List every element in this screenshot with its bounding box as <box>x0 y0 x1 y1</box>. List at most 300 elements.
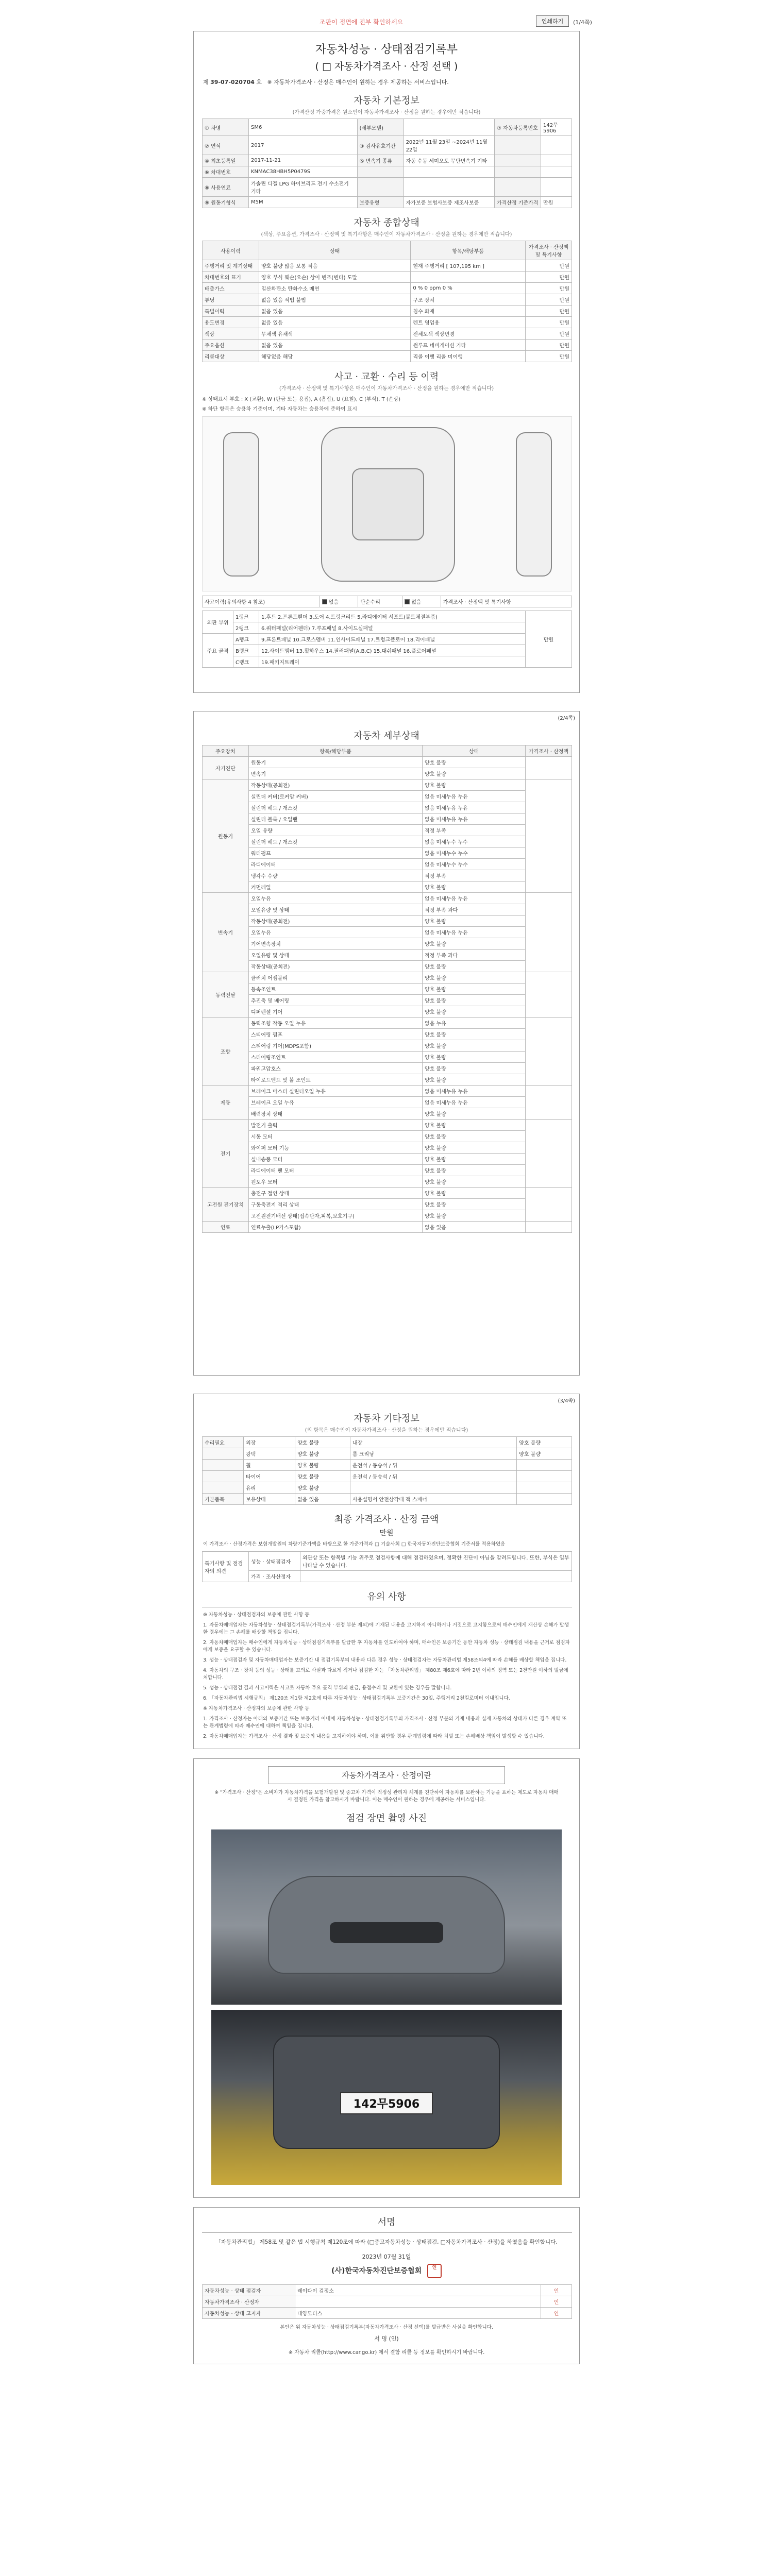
signer-role: 자동차성능 · 상태 고지자 <box>203 2308 295 2319</box>
accident-label: 사고이력(유의사항 4 참조) <box>203 596 320 607</box>
detail-row <box>203 972 572 984</box>
basic-key: ① 차명 <box>203 119 249 136</box>
note-paragraph: ※ 자동차성능 · 상태점검자의 보증에 관한 사항 등 <box>203 1612 310 1618</box>
record-page-1 <box>193 31 580 693</box>
other-info-section <box>193 1394 580 1749</box>
signer-seal: 인 <box>541 2296 572 2308</box>
other-row <box>203 1471 572 1482</box>
other-cell <box>203 1460 244 1471</box>
basic-key: ⑥ 차대번호 <box>203 166 249 178</box>
other-cell: 룸 크리닝 <box>350 1448 516 1460</box>
overall-header-cell: 상태 <box>259 241 411 260</box>
document-subtitle: ( □ 자동차가격조사 · 산정 선택 ) <box>315 61 458 72</box>
basic-key-2: 보증유형 <box>357 197 404 208</box>
basic-key-3 <box>494 155 541 166</box>
detail-part: 브레이크 오일 누유 <box>249 1097 423 1108</box>
document-title: 자동차성능 · 상태점검기록부 <box>315 43 458 56</box>
parts-rank-b: 12.사이드멤버 13.휠하우스 14.필러패널(A,B,C) 15.대쉬패널 16.플로어패널 <box>259 645 526 656</box>
detail-state: 없음 미세누수 누수 <box>423 859 526 870</box>
basic-info-title: 자동차 기본정보 <box>354 95 419 106</box>
document-number: 제 39-07-020704 호 ※ 자동차가격조사 · 산정은 매수인이 원하는 경우 제공하는 서비스입니다. <box>203 79 449 86</box>
overall-price: 만원 <box>526 351 572 362</box>
detail-row <box>203 1108 572 1120</box>
basic-value-3: 142무5906 <box>541 119 572 136</box>
other-cell: 양호 불량 <box>295 1471 350 1482</box>
basic-row <box>203 166 572 178</box>
detail-header-cell: 가격조사 · 산정액 <box>526 745 572 757</box>
detail-state: 적정 부족 과다 <box>423 950 526 961</box>
detail-state: 양호 불량 <box>423 995 526 1006</box>
overall-row <box>203 340 572 351</box>
other-cell <box>203 1471 244 1482</box>
detail-row <box>203 1188 572 1199</box>
detail-part: 원동기 <box>249 757 423 768</box>
detail-group: 전기 <box>203 1120 249 1188</box>
other-row <box>203 1448 572 1460</box>
detail-part: 고전원전기배선 상태(접속단자,피복,보호기구) <box>249 1210 423 1222</box>
detail-row <box>203 882 572 893</box>
rank-c: C랭크 <box>233 656 259 668</box>
detail-part: 발전기 출력 <box>249 1120 423 1131</box>
overall-price: 만원 <box>526 340 572 351</box>
detail-state: 양호 불량 <box>423 1074 526 1086</box>
detail-state: 양호 불량 <box>423 1040 526 1052</box>
inspector-role: 성능 · 상태점검자 <box>249 1552 300 1571</box>
detail-state: 없음 미세누유 누유 <box>423 893 526 904</box>
detail-price <box>526 1222 572 1233</box>
basic-row <box>203 197 572 208</box>
overall-parts: 렌트 영업용 <box>411 317 526 328</box>
other-info-sub: (외 항목은 매수인이 자동차가격조사 · 산정을 원하는 경우에만 적습니다) <box>305 1428 468 1433</box>
signer-row <box>203 2296 572 2308</box>
detail-row <box>203 1142 572 1154</box>
note-paragraph: 2. 자동차매매업자는 매수인에게 자동차성능 · 상태점검기록부를 발급한 후 자동차를 인도하여야 하며, 매수인은 보증기간 동안 자동차 성능 · 상태점검 내용을 근거로 점검자에게 보증을 요구할 수 있습니다. <box>203 1640 570 1653</box>
detail-state: 없음 미세누수 누수 <box>423 836 526 848</box>
detail-group: 제동 <box>203 1086 249 1120</box>
detail-part: 오일 유량 <box>249 825 423 836</box>
overall-parts: 썬루프 네비게이션 기타 <box>411 340 526 351</box>
accident-value: 없음 <box>320 596 358 607</box>
overall-state: 무채색 유채색 <box>259 328 411 340</box>
detail-row <box>203 1006 572 1018</box>
signature-title: 서명 <box>377 2217 396 2228</box>
detail-row <box>203 859 572 870</box>
appraiser-role: 가격 · 조사산정자 <box>249 1571 300 1582</box>
parts-rank-1: 1.후드 2.프론트휀더 3.도어 4.트렁크리드 5.라디에이터 서포트(볼트체결부품) <box>259 611 526 622</box>
signer-role: 자동차가격조사 · 산정자 <box>203 2296 295 2308</box>
detail-part: 디퍼렌셜 기어 <box>249 1006 423 1018</box>
detail-part: 시동 모터 <box>249 1131 423 1142</box>
detail-part: 오일유량 및 상태 <box>249 950 423 961</box>
signer-seal: 인 <box>541 2285 572 2296</box>
signer-name: 대양모터스 <box>295 2308 541 2319</box>
detail-part: 라디에이터 <box>249 859 423 870</box>
detail-part: 실린더 헤드 / 개스킷 <box>249 836 423 848</box>
accident-price-label: 가격조사 · 산정액 및 특기사항 <box>441 596 572 607</box>
detail-state: 없음 미세누유 누유 <box>423 802 526 814</box>
overall-status-sub: (색상, 주요옵션, 가격조사 · 산정액 및 특기사항은 매수인이 자동차가격조사 · 산정을 원하는 경우에만 적습니다) <box>261 232 512 238</box>
signer-name: 레이다이 검정소 <box>295 2285 541 2296</box>
detail-row <box>203 814 572 825</box>
detail-state: 양호 불량 <box>423 1210 526 1222</box>
detail-row <box>203 950 572 961</box>
page-3-indicator: (3/4쪽) <box>558 1398 575 1404</box>
overall-item: 용도변경 <box>203 317 259 328</box>
service-body: ※ "가격조사 · 산정"은 소비자가 자동차가격을 보험개발원 및 중고차 가격이 적정성 관리자 체계를 진단하여 자동차를 보완하는 기능을 표하는 제도로 자동차 매매 시 결정된 가격을 참고하시기 바랍니다. 이는 매수인이 원하는 경우에 제공하는 서비스입니다. <box>214 1790 559 1803</box>
overall-parts: 0 % 0 ppm 0 % <box>411 283 526 294</box>
note-paragraph: 1. 가격조사 · 산정자는 아래의 보증기간 또는 보증거리 이내에 자동차성능 · 상태점검기록부의 가격조사 · 산정 부분의 기재 내용과 실제 자동차의 상태가 다른 경우 계약 또는 관계법령에 따라 매수인에 대하여 책임을 집니다. <box>203 1716 567 1729</box>
detail-part: 실린더 블록 / 오일팬 <box>249 814 423 825</box>
detail-part: 작동상태(공회전) <box>249 916 423 927</box>
detail-row <box>203 927 572 938</box>
detail-state: 없음 누유 <box>423 1018 526 1029</box>
detail-row <box>203 757 572 768</box>
detail-row <box>203 825 572 836</box>
other-cell: 양호 불량 <box>295 1460 350 1471</box>
detail-state: 양호 불량 <box>423 1131 526 1142</box>
overall-item: 색상 <box>203 328 259 340</box>
overall-price: 만원 <box>526 283 572 294</box>
rank-a: A랭크 <box>233 634 259 645</box>
other-row <box>203 1437 572 1448</box>
detail-status-title: 자동차 세부상태 <box>354 731 419 741</box>
overall-parts <box>411 272 526 283</box>
note-paragraph: 4. 자동차의 구조 · 장치 등의 성능 · 상태를 고의로 사실과 다르게 적거나 점검한 자는 「자동차관리법」 제80조 제6호에 따라 2년 이하의 징역 또는 2천만원 이하의 벌금에 처합니다. <box>203 1668 568 1681</box>
basic-key-2: ⑤ 변속기 종류 <box>357 155 404 166</box>
detail-state: 적정 부족 과다 <box>423 904 526 916</box>
simple-repair-value: 없음 <box>402 596 441 607</box>
other-cell: 외장 <box>244 1437 295 1448</box>
confirm-text: 본인은 위 자동차성능 · 상태점검기록부(자동차가격조사 · 산정 선택)를 발급받은 사실을 확인합니다. <box>280 2325 493 2330</box>
car-grille <box>330 1922 443 1943</box>
other-cell: 내장 <box>350 1437 516 1448</box>
basic-key-2 <box>357 166 404 178</box>
parts-rank-c: 19.패키지트레이 <box>259 656 526 668</box>
basic-value-2 <box>404 119 494 136</box>
basic-key: ⑧ 사용연료 <box>203 178 249 197</box>
official-stamp: 인 <box>427 2264 442 2278</box>
final-price-title: 최종 가격조사 · 산정 금액 <box>334 1514 439 1525</box>
overall-item: 특별이력 <box>203 306 259 317</box>
detail-part: 동력조향 작동 오일 누유 <box>249 1018 423 1029</box>
detail-part: 등속조인트 <box>249 984 423 995</box>
basic-value: M5M <box>249 197 358 208</box>
accident-history-sub: (가격조사 · 산정액 및 특기사항은 매수인이 자동차가격조사 · 산정을 원하는 경우에만 적습니다) <box>279 386 494 392</box>
detail-state: 양호 불량 <box>423 938 526 950</box>
basic-key-3: 가격산정 기준가격 <box>494 197 541 208</box>
other-cell: 수리필요 <box>203 1437 244 1448</box>
service-section <box>193 1758 580 2198</box>
page-2-indicator: (2/4쪽) <box>558 716 575 721</box>
detail-row <box>203 802 572 814</box>
detail-row <box>203 1074 572 1086</box>
detail-group: 연료 <box>203 1222 249 1233</box>
detail-row <box>203 984 572 995</box>
detail-row <box>203 779 572 791</box>
detail-price <box>526 757 572 779</box>
detail-part: 작동상태(공회전) <box>249 961 423 972</box>
detail-state: 적정 부족 <box>423 825 526 836</box>
detail-part: 연료누출(LP가스포함) <box>249 1222 423 1233</box>
detail-state: 양호 불량 <box>423 1188 526 1199</box>
footer-note: ※ 자동차 리콜(http://www.car.go.kr) 에서 결함 리콜 등 정보를 확인하시기 바랍니다. <box>288 2350 485 2355</box>
overall-item: 주요옵션 <box>203 340 259 351</box>
print-button[interactable]: 인쇄하기 <box>536 15 569 27</box>
other-cell: 보유상태 <box>244 1494 295 1505</box>
detail-state: 양호 불량 <box>423 1165 526 1176</box>
detail-state: 없음 미세누유 누유 <box>423 814 526 825</box>
detail-part: 구동축전지 격리 상태 <box>249 1199 423 1210</box>
detail-row <box>203 1086 572 1097</box>
overall-price: 만원 <box>526 317 572 328</box>
record-page-2 <box>193 711 580 1376</box>
basic-info-sub: (가격산정 가중가격은 원소인이 자동차가격조사 · 산정을 원하는 경우에만 적습니다) <box>292 110 481 115</box>
signature-date: 2023년 07월 31일 <box>362 2253 411 2260</box>
basic-key: ⑨ 원동기형식 <box>203 197 249 208</box>
detail-price <box>526 893 572 972</box>
basic-key-2: ③ 검사유효기간 <box>357 136 404 155</box>
detail-part: 워터펌프 <box>249 848 423 859</box>
other-cell: 양호 불량 <box>517 1437 572 1448</box>
buyer-signature: 서 명 (인) <box>374 2335 399 2342</box>
detail-price <box>526 1086 572 1120</box>
detail-row <box>203 1120 572 1131</box>
parts-rank-2: 6.쿼터패널(리어펜더) 7.루프패널 8.사이드실패널 <box>259 622 526 634</box>
detail-state: 없음 미세누유 누유 <box>423 791 526 802</box>
detail-state: 양호 불량 <box>423 882 526 893</box>
detail-state: 양호 불량 <box>423 1120 526 1131</box>
basic-value-3 <box>541 136 572 155</box>
overall-state: 양호 부식 훼손(오손) 상이 변조(변타) 도말 <box>259 272 411 283</box>
overall-price: 만원 <box>526 306 572 317</box>
detail-state: 양호 불량 <box>423 757 526 768</box>
overall-parts: 침수 화재 <box>411 306 526 317</box>
detail-row <box>203 916 572 927</box>
detail-state: 양호 불량 <box>423 768 526 779</box>
rear-photo <box>211 2010 562 2185</box>
detail-part: 실린더 헤드 / 개스킷 <box>249 802 423 814</box>
overall-item: 튜닝 <box>203 294 259 306</box>
detail-group: 자기진단 <box>203 757 249 779</box>
detail-part: 클러치 어셈블리 <box>249 972 423 984</box>
overall-row <box>203 317 572 328</box>
basic-info-table <box>202 118 572 208</box>
basic-value-2 <box>404 166 494 178</box>
detail-part: 스티어링 기어(MDPS포함) <box>249 1040 423 1052</box>
basic-key-3 <box>494 166 541 178</box>
detail-row <box>203 1052 572 1063</box>
detail-part: 파워고압호스 <box>249 1063 423 1074</box>
rank-1: 1랭크 <box>233 611 259 622</box>
overall-parts: 리콜 이행 리콜 미이행 <box>411 351 526 362</box>
detail-status-table <box>202 745 572 1233</box>
outer-panel-label: 외판 부위 <box>203 611 233 634</box>
detail-price <box>526 1188 572 1222</box>
detail-price <box>526 1120 572 1188</box>
detail-row <box>203 961 572 972</box>
basic-key-2: (세부모델) <box>357 119 404 136</box>
detail-state: 양호 불량 <box>423 1108 526 1120</box>
service-title: 자동차가격조사 · 산정이란 <box>268 1766 505 1784</box>
other-cell <box>203 1482 244 1494</box>
detail-state: 양호 불량 <box>423 1063 526 1074</box>
signature-section <box>193 2207 580 2364</box>
signature-statement: 「자동차관리법」 제58조 및 같은 법 시행규칙 제120조에 따라 (□중고자동차성능 · 상태점검, □자동차가격조사 · 산정)을 하였음을 확인합니다. <box>215 2239 558 2245</box>
other-cell: 광택 <box>244 1448 295 1460</box>
basic-value: SM6 <box>249 119 358 136</box>
parts-rank-a: 9.프론트패널 10.크로스멤버 11.인사이드패널 17.트렁크플로어 18.리어패널 <box>259 634 526 645</box>
overall-state: 없음 있음 적법 불법 <box>259 294 411 306</box>
detail-part: 냉각수 수량 <box>249 870 423 882</box>
signer-row <box>203 2285 572 2296</box>
detail-part: 타이로드엔드 및 볼 조인트 <box>249 1074 423 1086</box>
detail-header-cell: 상태 <box>423 745 526 757</box>
overall-row <box>203 283 572 294</box>
car-diagram <box>202 416 572 591</box>
other-cell <box>350 1482 516 1494</box>
detail-state: 없음 미세누유 누유 <box>423 927 526 938</box>
overall-price: 만원 <box>526 328 572 340</box>
detail-state: 양호 불량 <box>423 779 526 791</box>
detail-row <box>203 1097 572 1108</box>
other-row <box>203 1460 572 1471</box>
detail-row <box>203 1222 572 1233</box>
other-cell: 양호 불량 <box>295 1437 350 1448</box>
basic-key-3: ⑦ 자동차등록번호 <box>494 119 541 136</box>
overall-state: 해당없음 해당 <box>259 351 411 362</box>
rank-b: B랭크 <box>233 645 259 656</box>
other-cell: 양호 불량 <box>295 1482 350 1494</box>
detail-part: 변속기 <box>249 768 423 779</box>
detail-row <box>203 995 572 1006</box>
detail-header-cell: 주요장치 <box>203 745 249 757</box>
detail-part: 스티어링 펌프 <box>249 1029 423 1040</box>
detail-group: 변속기 <box>203 893 249 972</box>
final-price-text: 이 가격조사 · 산정가격은 보험개발원의 차량기준가액을 바탕으로 한 가준가격과 □ 기술사회 □ 한국자동차진단보증협회 기준서를 적용하였음 <box>203 1541 506 1547</box>
other-row <box>203 1494 572 1505</box>
page-indicator: (1/4쪽) <box>573 19 592 26</box>
detail-part: 오일누유 <box>249 927 423 938</box>
overall-state: 일산화탄소 탄화수소 매연 <box>259 283 411 294</box>
other-cell <box>517 1471 572 1482</box>
car-left-side <box>223 432 259 577</box>
car-cabin <box>352 468 424 540</box>
basic-value: 가솔린 디젤 LPG 하이브리드 전기 수소전기 기타 <box>249 178 358 197</box>
overall-row <box>203 272 572 283</box>
accident-note-1: ※ 상태표시 부호 : X (교환), W (판금 또는 용접), A (흠집), U (요철), C (부식), T (손상) <box>202 397 401 402</box>
detail-part: 커먼레일 <box>249 882 423 893</box>
other-cell: 기본품목 <box>203 1494 244 1505</box>
detail-group: 원동기 <box>203 779 249 893</box>
other-cell: 사용설명서 안전삼각대 잭 스패너 <box>350 1494 516 1505</box>
detail-state: 없음 미세누유 누유 <box>423 1097 526 1108</box>
detail-state: 양호 불량 <box>423 916 526 927</box>
basic-value-3 <box>541 178 572 197</box>
detail-state: 없음 미세누수 누수 <box>423 848 526 859</box>
basic-key: ② 연식 <box>203 136 249 155</box>
notes-title: 유의 사항 <box>367 1591 406 1602</box>
overall-item: 배출가스 <box>203 283 259 294</box>
other-cell: 양호 불량 <box>295 1448 350 1460</box>
detail-row <box>203 1018 572 1029</box>
detail-part: 브레이크 마스터 실린더오일 누유 <box>249 1086 423 1097</box>
detail-part: 오일유량 및 상태 <box>249 904 423 916</box>
detail-row <box>203 1131 572 1142</box>
detail-state: 없음 미세누유 누유 <box>423 1086 526 1097</box>
detail-state: 없음 있음 <box>423 1222 526 1233</box>
basic-row <box>203 119 572 136</box>
detail-part: 작동상태(공회전) <box>249 779 423 791</box>
detail-row <box>203 848 572 859</box>
overall-price: 만원 <box>526 260 572 272</box>
detail-row <box>203 836 572 848</box>
other-cell <box>203 1448 244 1460</box>
basic-row <box>203 155 572 166</box>
final-price-unit: 만원 <box>379 1529 394 1537</box>
basic-key: ④ 최초등록일 <box>203 155 249 166</box>
detail-row <box>203 1165 572 1176</box>
note-paragraph: 5. 성능 · 상태점검 결과 사고이력은 사고로 자동차 주요 골격 부위의 판금, 용접수리 및 교환이 있는 경우를 말합니다. <box>203 1685 452 1691</box>
detail-state: 양호 불량 <box>423 1006 526 1018</box>
signer-role: 자동차성능 · 상태 점검자 <box>203 2285 295 2296</box>
basic-value-2 <box>404 178 494 197</box>
overall-state: 없음 있음 <box>259 340 411 351</box>
other-cell <box>517 1482 572 1494</box>
detail-row <box>203 768 572 779</box>
detail-state: 양호 불량 <box>423 1176 526 1188</box>
detail-part: 오일누유 <box>249 893 423 904</box>
overall-row <box>203 260 572 272</box>
detail-row <box>203 904 572 916</box>
record-page-3 <box>193 1394 580 2563</box>
detail-group: 고전원 전기장치 <box>203 1188 249 1222</box>
detail-state: 양호 불량 <box>423 972 526 984</box>
detail-row <box>203 1210 572 1222</box>
simple-repair-label: 단순수리 <box>358 596 402 607</box>
detail-row <box>203 938 572 950</box>
detail-price <box>526 779 572 893</box>
detail-part: 와이퍼 모터 기능 <box>249 1142 423 1154</box>
detail-state: 양호 불량 <box>423 1142 526 1154</box>
basic-value: 2017 <box>249 136 358 155</box>
overall-row <box>203 328 572 340</box>
front-photo <box>211 1829 562 2005</box>
detail-row <box>203 1154 572 1165</box>
basic-value-3 <box>541 155 572 166</box>
detail-state: 양호 불량 <box>423 1199 526 1210</box>
overall-state: 없음 있음 <box>259 306 411 317</box>
signer-row <box>203 2308 572 2319</box>
signature-org: (사)한국자동차진단보증협회 인 <box>194 2264 579 2278</box>
detail-part: 라디에이터 팬 모터 <box>249 1165 423 1176</box>
detail-part: 윈도우 모터 <box>249 1176 423 1188</box>
detail-header-cell: 항목/해당부품 <box>249 745 423 757</box>
note-paragraph: 6. 「자동차관리법 시행규칙」 제120조 제1항 제2호에 따른 자동차성능 · 상태점검기록부 보증기간은 30일, 주행거리 2천킬로미터 이내입니다. <box>203 1696 510 1701</box>
note-paragraph: 1. 자동차매매업자는 자동차성능 · 상태점검기록부(가격조사 · 산정 부분 제외)에 기재된 내용을 고지하지 아니하거나 거짓으로 고지함으로써 매수인에게 재산상 손해가 발생한 경우에는 그 손해를 배상할 책임을 집니다. <box>203 1622 569 1635</box>
signer-name <box>295 2296 541 2308</box>
other-cell: 없음 있음 <box>295 1494 350 1505</box>
detail-row <box>203 870 572 882</box>
overall-parts: 전체도색 색상변경 <box>411 328 526 340</box>
detail-row <box>203 1176 572 1188</box>
inspector-opinion-table <box>202 1551 572 1582</box>
basic-row <box>203 136 572 155</box>
detail-row <box>203 1199 572 1210</box>
rank-2: 2랭크 <box>233 622 259 634</box>
detail-price <box>526 1018 572 1086</box>
detail-part: 배력장치 상태 <box>249 1108 423 1120</box>
note-paragraph: 2. 자동차매매업자는 가격조사 · 산정 결과 및 보증의 내용을 고지하여야 하며, 이를 위반할 경우 관계법령에 따라 처벌 또는 손해배상 책임이 발생할 수 있습니다. <box>203 1734 545 1739</box>
